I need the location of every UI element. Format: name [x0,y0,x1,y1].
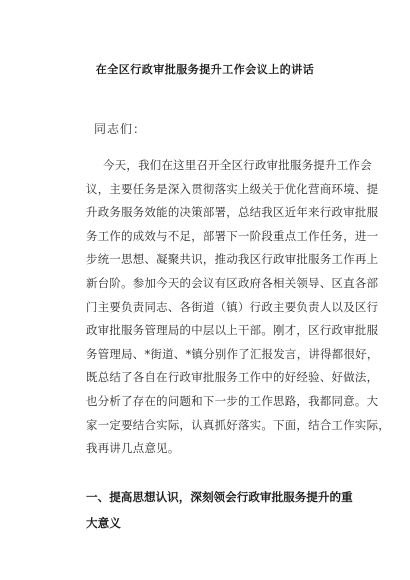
paragraph-line: 也分析了存在的问题和下一步的工作思路，我都同意。大 [86,393,379,408]
paragraph-line: 新台阶。参加今天的会议有区政府各相关领导、区直各部 [86,275,379,290]
body-paragraph [86,154,390,461]
section-heading [86,484,356,536]
section-heading-line: 一、提高思想认识，深刻领会行政审批服务提升的重 [86,490,353,504]
paragraph-line: 议，主要任务是深入贯彻落实上级关于优化营商环境、提 [86,181,379,196]
paragraph-line: 今天，我们在这里召开全区行政审批服务提升工作会 [103,158,372,172]
salutation: 同志们： [94,122,147,136]
paragraph-line: 我再讲几点意见。 [86,441,180,456]
paragraph-line: 升政务服务效能的决策部署，总结我区近年来行政审批服 [86,205,379,220]
section-heading-line: 大意义 [86,516,121,530]
paragraph-line: 门主要负责同志、各街道（镇）行政主要负责人以及区行 [86,299,379,314]
paragraph-line: 既总结了各自在行政审批服务工作中的好经验、好做法， [86,370,379,385]
paragraph-line: 家一定要结合实际，认真抓好落实。下面，结合工作实际， [86,417,390,432]
paragraph-line: 务工作的成效与不足，部署下一阶段重点工作任务，进一 [86,228,379,243]
paragraph-line: 步统一思想、凝聚共识，推动我区行政审批服务工作再上 [86,252,379,267]
paragraph-line: 政审批服务管理局的中层以上干部。刚才，区行政审批服 [86,323,379,338]
document-title: 在全区行政审批服务提升工作会议上的讲话 [95,63,315,76]
paragraph-line: 务管理局、*街道、*镇分别作了汇报发言，讲得都很好， [86,346,379,361]
